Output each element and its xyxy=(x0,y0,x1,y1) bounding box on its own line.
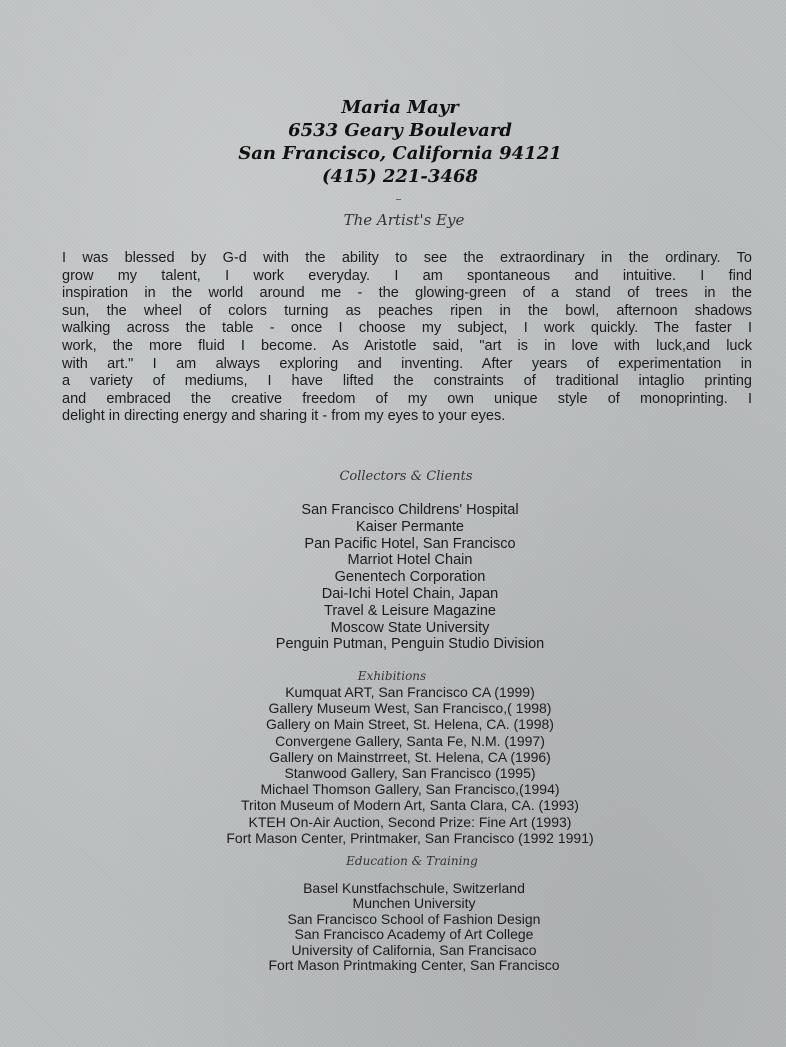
statement-line: a variety of mediums, I have lifted the constraints of traditional intaglio printing xyxy=(62,373,752,390)
city-address: San Francisco, California 94121 xyxy=(238,143,562,164)
list-item: Marriot Hotel Chain xyxy=(347,552,473,569)
list-item: Fort Mason Printmaking Center, San Francisco xyxy=(268,957,560,974)
list-item: Pan Pacific Hotel, San Francisco xyxy=(304,535,516,552)
statement-line: delight in directing energy and sharing it - from my eyes to your eyes. xyxy=(62,408,506,425)
statement-line: work, the more fluid I become. As Aristotle said, "art is in love with luck,and luck xyxy=(62,337,752,354)
street-address: 6533 Geary Boulevard xyxy=(288,120,512,141)
list-item: Gallery on Main Street, St. Helena, CA. (1998) xyxy=(266,716,554,733)
list-item: Triton Museum of Modern Art, Santa Clara, CA. (1993) xyxy=(241,797,579,814)
statement-line: with art." I am always exploring and inventing. After years of experimentation in xyxy=(62,355,752,372)
list-item: Stanwood Gallery, San Francisco (1995) xyxy=(284,765,536,782)
list-item: Kumquat ART, San Francisco CA (1999) xyxy=(285,684,535,700)
artist-statement xyxy=(62,250,752,426)
list-item: Moscow State University xyxy=(330,619,490,636)
statement-title: The Artist's Eye xyxy=(343,211,465,229)
statement-line: walking across the table - once I choose my subject, I work quickly. The faster I xyxy=(62,320,752,337)
education-list xyxy=(14,881,786,973)
collectors-title: Collectors & Clients xyxy=(339,469,473,484)
list-item: Dai-Ichi Hotel Chain, Japan xyxy=(321,585,499,602)
list-item: San Francisco Academy of Art College xyxy=(294,926,534,943)
list-item: Basel Kunstfachschule, Switzerland xyxy=(303,880,525,896)
list-item: Michael Thomson Gallery, San Francisco,(1994) xyxy=(260,781,560,798)
exhibitions-title: Exhibitions xyxy=(357,669,427,683)
list-item: Genentech Corporation xyxy=(334,569,486,586)
list-item: Fort Mason Center, Printmaker, San Francisco (1992 1991) xyxy=(226,829,594,846)
list-item: San Francisco School of Fashion Design xyxy=(287,910,541,927)
exhibitions-list xyxy=(10,684,786,846)
list-item: KTEH On-Air Auction, Second Prize: Fine Art (1993) xyxy=(248,813,572,830)
list-item: Kaiser Permante xyxy=(356,518,464,535)
statement-line: and embraced the creative freedom of my own unique style of monoprinting. I xyxy=(62,390,752,407)
list-item: Gallery on Mainstrreet, St. Helena, CA (1996) xyxy=(269,748,551,765)
phone-number: (415) 221-3468 xyxy=(321,166,478,187)
statement-line: I was blessed by G-d with the ability to see the extraordinary in the ordinary. To xyxy=(62,250,752,266)
list-item: Convergene Gallery, Santa Fe, N.M. (1997) xyxy=(275,732,545,749)
collectors-list xyxy=(10,502,786,653)
statement-line: inspiration in the world around me - the glowing-green of a stand of trees in the xyxy=(62,285,752,302)
list-item: San Francisco Childrens' Hospital xyxy=(301,502,519,518)
list-item: Munchen University xyxy=(352,895,476,912)
artist-name: Maria Mayr xyxy=(341,97,459,118)
list-item: Travel & Leisure Magazine xyxy=(324,602,496,619)
list-item: Penguin Putman, Penguin Studio Division xyxy=(275,636,545,653)
statement-line: grow my talent, I work everyday. I am spontaneous and intuitive. I find xyxy=(62,267,752,284)
education-title: Education & Training xyxy=(346,854,478,868)
contact-header xyxy=(0,96,786,188)
divider-dash xyxy=(396,199,401,200)
list-item: University of California, San Francisaco xyxy=(291,941,537,958)
statement-line: sun, the wheel of colors turning as peaches ripen in the bowl, afternoon shadows xyxy=(62,302,752,319)
list-item: Gallery Museum West, San Francisco,( 1998) xyxy=(268,700,552,717)
